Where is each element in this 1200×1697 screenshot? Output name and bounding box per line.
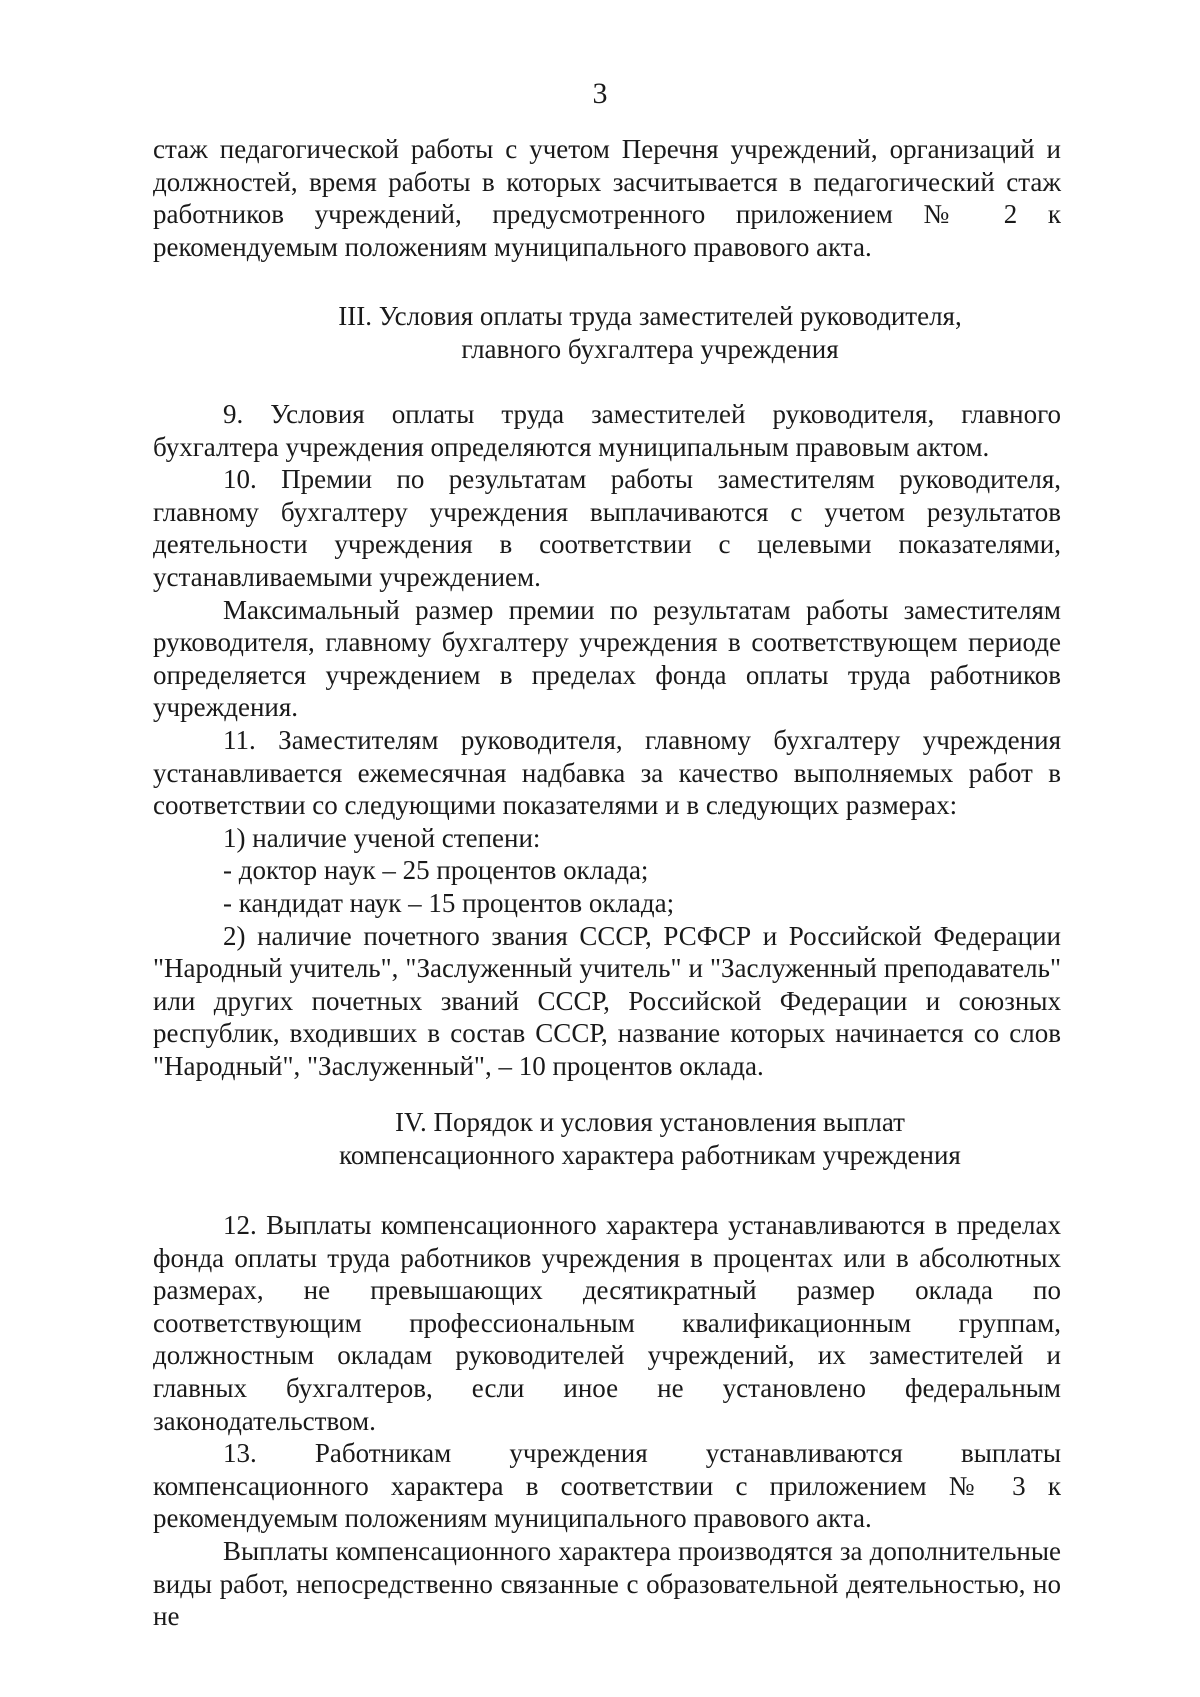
list-item-honorary-title: 2) наличие почетного звания СССР, РСФСР и Российской Федерации "Народный учитель", "Заслуженный учитель" и "Заслуженный преподаватель" или других почетных званий СССР, Российской Федерации и союзных республик, входивших в состав СССР, название которых начинается со слов "Народный", "Заслуженный", – 10 процентов оклада. xyxy=(153,920,1061,1081)
section-3-heading-line-1: III. Условия оплаты труда заместителей руководителя, xyxy=(338,301,962,331)
paragraph-10: 10. Премии по результатам работы заместителям руководителя, главному бухгалтеру учреждения выплачиваются с учетом результатов деятельности учреждения в соответствии с целевыми показателями, устанавливаемыми учреждением. xyxy=(153,464,1061,592)
section-3-heading-line-2: главного бухгалтера учреждения xyxy=(461,333,839,364)
section-4-body xyxy=(153,1209,1061,1633)
section-3-body xyxy=(153,398,1061,1082)
paragraph-13: 13. Работникам учреждения устанавливаются выплаты компенсационного характера в соответствии с приложением № 3 к рекомендуемым положениям муниципального правового акта. xyxy=(153,1438,1061,1534)
list-item-candidate: - кандидат наук – 15 процентов оклада; xyxy=(223,887,675,918)
paragraph-9: 9. Условия оплаты труда заместителей руководителя, главного бухгалтера учреждения определяются муниципальным правовым актом. xyxy=(153,399,1061,462)
list-item-degree: 1) наличие ученой степени: xyxy=(223,822,541,853)
paragraph-11: 11. Заместителям руководителя, главному бухгалтеру учреждения устанавливается ежемесячная надбавка за качество выполняемых работ в соответствии со следующими показателями и в следующих размерах: xyxy=(153,724,1061,821)
list-item-doctor: - доктор наук – 25 процентов оклада; xyxy=(223,855,649,886)
paragraph-12: 12. Выплаты компенсационного характера устанавливаются в пределах фонда оплаты труда работников учреждения в процентах или в абсолютных размерах, не превышающих десятикратный размер оклада по соответствующим профессиональным квалификационным группам, должностным окладам руководителей учреждений, их заместителей и главных бухгалтеров, если иное не установлено федеральным законодательством. xyxy=(153,1210,1061,1436)
section-3-heading xyxy=(150,300,1150,365)
page-number: 3 xyxy=(592,77,608,110)
section-4-heading-line-2: компенсационного характера работникам учреждения xyxy=(339,1139,961,1170)
continuation-paragraph: стаж педагогической работы с учетом Перечня учреждений, организаций и должностей, время работы в которых засчитывается в педагогический стаж работников учреждений, предусмотренного приложением № 2 к рекомендуемым положениям муниципального правового акта. xyxy=(153,134,1061,262)
section-4-heading-line-1: IV. Порядок и условия установления выплат xyxy=(395,1107,905,1137)
section-4-heading xyxy=(150,1106,1150,1171)
continuation-block xyxy=(153,133,1061,263)
paragraph-compensation: Выплаты компенсационного характера производятся за дополнительные виды работ, непосредственно связанные с образовательной деятельностью, но не xyxy=(153,1535,1061,1632)
paragraph-max-bonus: Максимальный размер премии по результатам работы заместителям руководителя, главному бухгалтеру учреждения в соответствующем периоде определяется учреждением в пределах фонда оплаты труда работников учреждения. xyxy=(153,594,1061,723)
